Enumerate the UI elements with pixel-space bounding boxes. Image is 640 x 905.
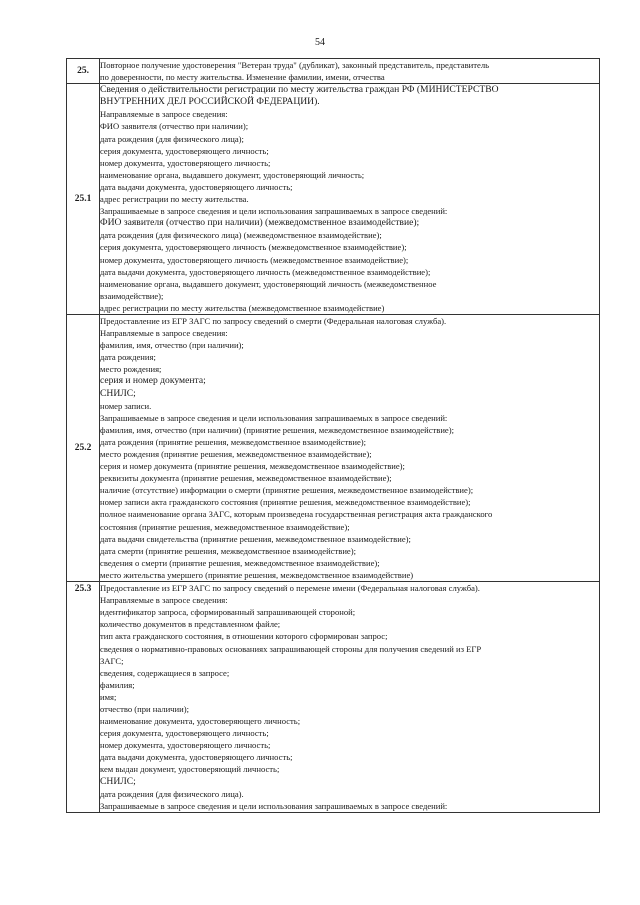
- text-line: серия и номер документа;: [100, 375, 206, 387]
- text-line: сведения о смерти (принятие решения, межведомственное взаимодействие);: [100, 557, 380, 568]
- text-line: ФИО заявителя (отчество при наличии);: [100, 121, 249, 132]
- text-line: Сведения о действительности регистрации по месту жительства граждан РФ (МИНИСТЕРСТВО: [100, 84, 499, 96]
- text-line: фамилия;: [100, 679, 135, 690]
- text-line: серия документа, удостоверяющего личность;: [100, 728, 269, 739]
- text-line: Направляемые в запросе сведения:: [100, 109, 228, 120]
- text-line: номер записи.: [100, 400, 152, 411]
- text-line: номер записи акта гражданского состояния (принятие решения, межведомственное взаимодействие);: [100, 497, 471, 508]
- text-line: ЗАГС;: [100, 655, 124, 666]
- text-line: идентификатор запроса, сформированный запрашивающей стороной;: [100, 607, 356, 618]
- text-line: серия и номер документа (принятие решения, межведомственное взаимодействие);: [100, 461, 405, 472]
- text-line: место рождения (принятие решения, межведомственное взаимодействие);: [100, 449, 372, 459]
- table-row: [67, 84, 600, 315]
- text-line: номер документа, удостоверяющего личность (межведомственное взаимодействие);: [100, 254, 409, 265]
- text-line: место рождения;: [100, 364, 162, 375]
- text-line: серия документа, удостоверяющего личность;: [100, 145, 269, 156]
- row-content: [100, 582, 600, 813]
- text-line: номер документа, удостоверяющего личность;: [100, 157, 271, 168]
- row-content: [100, 314, 600, 581]
- row-content: [100, 59, 600, 84]
- text-line: ФИО заявителя (отчество при наличии) (межведомственное взаимодействие);: [100, 217, 420, 229]
- text-line: Запрашиваемые в запросе сведения и цели использования запрашиваемых в запросе сведений:: [100, 206, 448, 217]
- text-line: серия документа, удостоверяющего личность (межведомственное взаимодействие);: [100, 242, 407, 253]
- text-line: дата рождения;: [100, 352, 156, 363]
- text-line: наименование органа, выдавшего документ, удостоверяющий личность;: [100, 169, 365, 180]
- row-content: [100, 84, 600, 315]
- row-number: 25.1: [67, 84, 100, 315]
- text-line: Предоставление из ЕГР ЗАГС по запросу сведений о перемене имени (Федеральная налоговая служба).: [100, 583, 480, 594]
- text-line: кем выдан документ, удостоверяющий личность;: [100, 764, 280, 775]
- text-line: дата выдачи документа, удостоверяющего личность (межведомственное взаимодействие);: [100, 266, 431, 277]
- row-number: 25.: [67, 59, 100, 84]
- text-line: СНИЛС;: [100, 775, 136, 787]
- text-line: Запрашиваемые в запросе сведения и цели использования запрашиваемых в запросе сведений:: [100, 800, 448, 811]
- text-line: имя;: [100, 691, 117, 702]
- text-line: дата смерти (принятие решения, межведомственное взаимодействие);: [100, 545, 356, 556]
- text-line: Направляемые в запросе сведения:: [100, 595, 228, 606]
- text-line: дата рождения (для физического лица).: [100, 788, 244, 799]
- text-line: наличие (отсутствие) информации о смерти (принятие решения, межведомственное взаимодействие);: [100, 485, 474, 496]
- text-line: Запрашиваемые в запросе сведения и цели использования запрашиваемых в запросе сведений:: [100, 412, 448, 423]
- text-line: фамилия, имя, отчество (при наличии) (принятие решения, межведомственное взаимодействие);: [100, 424, 455, 435]
- text-line: взаимодействие);: [100, 290, 164, 301]
- row-number: 25.3: [67, 582, 100, 813]
- row-number: 25.2: [67, 314, 100, 581]
- text-line: наименование документа, удостоверяющего личность;: [100, 716, 301, 727]
- text-line: место жительства умершего (принятие решения, межведомственное взаимодействие): [100, 569, 414, 580]
- text-line: дата рождения (для физического лица);: [100, 133, 244, 144]
- text-line: Предоставление из ЕГР ЗАГС по запросу сведений о смерти (Федеральная налоговая служба).: [100, 315, 447, 326]
- text-line: Повторное получение удостоверения "Ветеран труда" (дубликат), законный представитель, представитель: [100, 60, 490, 70]
- table-row: [67, 59, 600, 84]
- text-line: номер документа, удостоверяющего личность;: [100, 740, 271, 751]
- text-line: реквизиты документа (принятие решения, межведомственное взаимодействие);: [100, 473, 392, 484]
- text-line: дата рождения (для физического лица) (межведомственное взаимодействие);: [100, 230, 382, 241]
- text-line: дата выдачи документа, удостоверяющего личность;: [100, 181, 293, 192]
- text-line: полное наименование органа ЗАГС, которым произведена государственная регистрация акта гражданского: [100, 509, 493, 520]
- text-line: ВНУТРЕННИХ ДЕЛ РОССИЙСКОЙ ФЕДЕРАЦИИ).: [100, 96, 320, 108]
- text-line: сведения, содержащиеся в запросе;: [100, 667, 230, 678]
- table-row: [67, 314, 600, 581]
- text-line: тип акта гражданского состояния, в отношении которого сформирован запрос;: [100, 631, 388, 642]
- page-number: 54: [315, 37, 325, 48]
- text-line: количество документов в представленном файле;: [100, 619, 281, 630]
- text-line: фамилия, имя, отчество (при наличии);: [100, 340, 244, 351]
- services-table: [66, 58, 600, 813]
- text-line: дата выдачи свидетельства (принятие решения, межведомственное взаимодействие);: [100, 533, 411, 544]
- text-line: дата выдачи документа, удостоверяющего личность;: [100, 752, 293, 763]
- text-line: состояния (принятие решения, межведомственное взаимодействие);: [100, 521, 350, 532]
- text-line: отчество (при наличии);: [100, 703, 189, 714]
- text-line: сведения о нормативно-правовых основаниях запрашивающей стороны для получения сведений из ЕГР: [100, 643, 482, 654]
- text-line: наименование органа, выдавшего документ, удостоверяющий личность (межведомственное: [100, 278, 437, 289]
- text-line: адрес регистрации по месту жительства (межведомственное взаимодействие): [100, 302, 385, 313]
- table-row: [67, 582, 600, 813]
- text-line: по доверенности, по месту жительства. Изменение фамилии, имени, отчества: [100, 72, 385, 83]
- text-line: адрес регистрации по месту жительства.: [100, 194, 249, 205]
- text-line: СНИЛС;: [100, 387, 136, 399]
- text-line: Направляемые в запросе сведения:: [100, 328, 228, 339]
- text-line: дата рождения (принятие решения, межведомственное взаимодействие);: [100, 436, 367, 447]
